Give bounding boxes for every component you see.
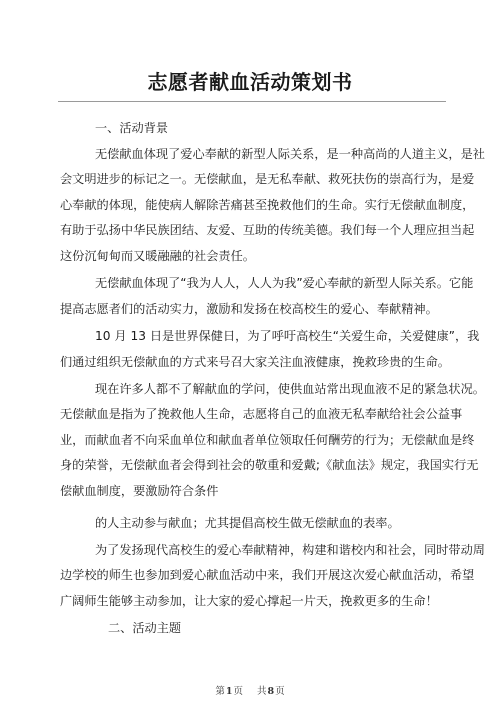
paragraph-line: 广阔师生能够主动参加，让大家的爱心撑起一片天，挽救更多的生命！ [60,594,438,608]
section-heading-background: 一、活动背景 [95,121,169,135]
document-title: 志愿者献血活动策划书 [147,70,353,94]
paragraph-line: 偿献血制度，要激励符合条件 [60,484,219,498]
title-divider [58,101,446,102]
paragraph-line: 们通过组织无偿献血的方式来号召大家关注血液健康，挽救珍贵的生命。 [60,355,450,369]
paragraph-line: 现在许多人都不了解献血的学问，使供血站常出现血液不足的紧急状况。 [95,382,485,396]
paragraph-line: 无偿献血是指为了挽救他人生命，志愿将自己的血液无私奉献给社会公益事 [60,407,463,421]
paragraph-line: 无偿献血体现了“我为人人，人人为我”爱心奉献的新型人际关系。它能 [95,276,474,290]
paragraph-line: 心奉献的体现，能使病人解除苦痛甚至挽救他们的生命。实行无偿献血制度， [60,198,475,212]
total-prefix: 共 [257,686,267,697]
paragraph-line: 无偿献血体现了爱心奉献的新型人际关系，是一种高尚的人道主义，是社 [95,147,485,161]
page-prefix: 第 [215,686,225,697]
section-heading-theme: 二、活动主题 [108,621,182,635]
total-word: 页 [275,686,285,697]
paragraph-line: 这份沉甸甸而又暖融融的社会责任。 [60,249,255,263]
paragraph-line: 提高志愿者们的活动实力，激励和发扬在校高校生的爱心、奉献精神。 [60,302,438,316]
total-pages: 8 [267,686,275,697]
page-number: 1 [225,686,233,697]
page-word: 页 [233,686,243,697]
paragraph-line: 身的荣誉，无偿献血者会得到社会的敬重和爱戴;《献血法》规定，我国实行无 [60,458,479,472]
paragraph-line: 边学校的师生也参加到爱心献血活动中来，我们开展这次爱心献血活动，希望 [60,568,475,582]
paragraph-line: 10 月 13 日是世界保健日，为了呼吁高校生“关爱生命，关爱健康”，我 [95,329,480,343]
paragraph-line: 有助于弘扬中华民族团结、友爱、互助的传统美德。我们每一个人理应担当起 [60,223,475,237]
page-footer [0,683,500,697]
paragraph-line: 会文明进步的标记之一。无偿献血，是无私奉献、救死扶伤的崇高行为，是爱 [60,172,475,186]
paragraph-line: 的人主动参与献血；尤其提倡高校生做无偿献血的表率。 [95,516,400,530]
paragraph-line: 业，而献血者不向采血单位和献血者单位领取任何酬劳的行为；无偿献血是终 [60,433,475,447]
paragraph-line: 为了发扬现代高校生的爱心奉献精神，构建和谐校内和社会，同时带动周 [95,543,485,557]
